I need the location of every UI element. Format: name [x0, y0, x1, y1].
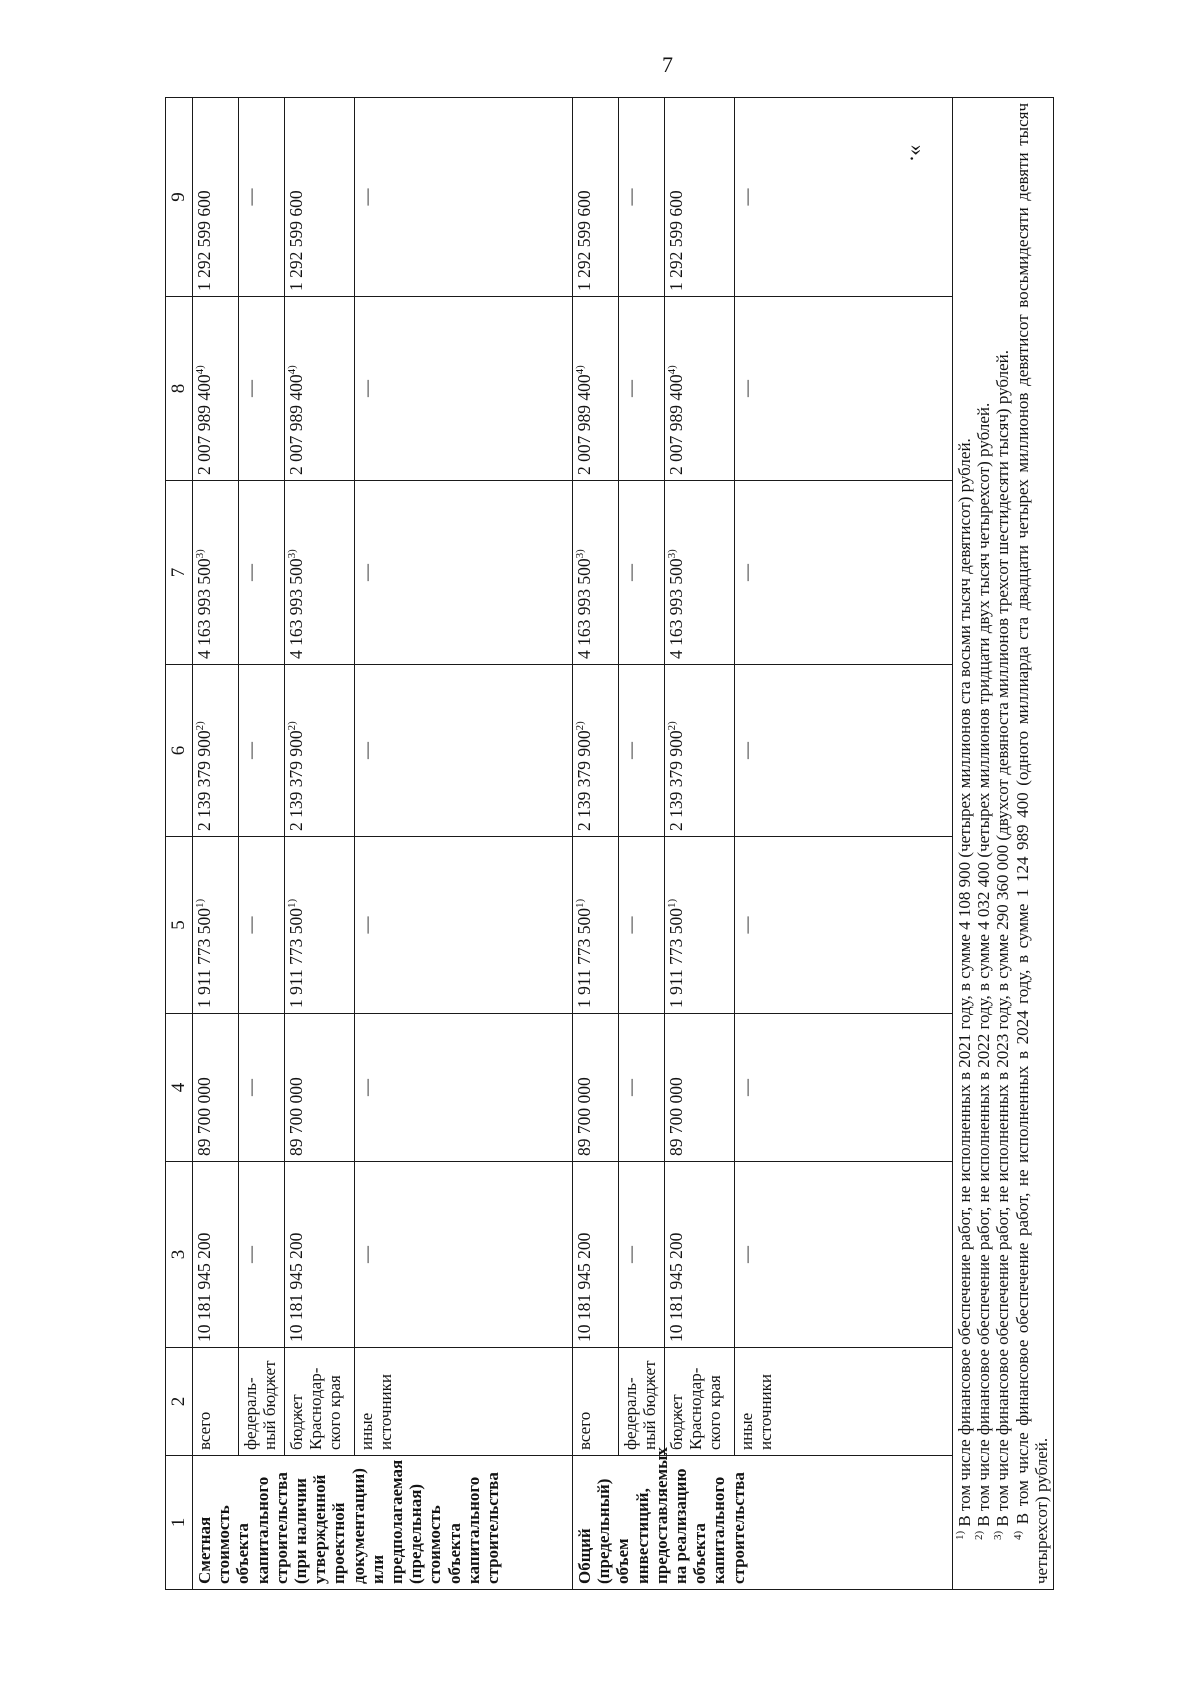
funding-source: всего: [573, 1348, 619, 1456]
footnote-ref: 2): [194, 721, 206, 731]
column-number-5: 5: [166, 837, 193, 1014]
empty-value-cell: [239, 481, 285, 665]
value-cell: [573, 837, 619, 1014]
value-cell: [193, 837, 239, 1014]
empty-value-cell: [239, 665, 285, 837]
cell-value: 1 911 773 500: [286, 908, 306, 1008]
empty-value-cell: [355, 665, 573, 837]
cell-value: —: [241, 1246, 260, 1263]
footnote-mark: 4): [1011, 1530, 1024, 1540]
empty-value-cell: [239, 1014, 285, 1162]
empty-value-cell: [355, 1162, 573, 1348]
empty-value-cell: [735, 481, 953, 665]
block-label: Сметная стоимость объекта капитального строительства (при наличии утвержденной проектной документации) или предполагаемая (предельная) стоимость объекта капитального строительства: [193, 1456, 573, 1590]
rotated-table-container: [165, 98, 1090, 1590]
footnote: [974, 103, 993, 1584]
value-cell: [573, 1162, 619, 1348]
value-cell: [665, 837, 735, 1014]
value-cell: [193, 297, 239, 481]
value-cell: [285, 665, 355, 837]
cell-value: —: [357, 916, 376, 934]
cell-value: 1 292 599 600: [194, 190, 214, 291]
footnote-ref: 3): [194, 549, 206, 559]
value-cell: [285, 1162, 355, 1348]
cell-value: 4 163 993 500: [574, 558, 594, 659]
column-number-7: 7: [166, 481, 193, 665]
cell-value: 1 911 773 500: [666, 908, 686, 1008]
cell-value: 1 292 599 600: [286, 190, 306, 291]
cell-value: 1 911 773 500: [574, 908, 594, 1008]
footnote-mark: 3): [992, 1530, 1005, 1540]
empty-value-cell: [735, 1014, 953, 1162]
value-cell: [193, 1162, 239, 1348]
rotated-table-frame: [165, 98, 1090, 1590]
cell-value: 10 181 945 200: [666, 1232, 686, 1342]
cell-value: 10 181 945 200: [194, 1232, 214, 1342]
cell-value: 2 139 379 900: [194, 730, 214, 831]
cell-value: 89 700 000: [194, 1077, 214, 1156]
funding-source: иные источники: [735, 1348, 953, 1456]
footnote-ref: 1): [574, 898, 586, 909]
cell-value: 4 163 993 500: [286, 558, 306, 659]
empty-value-cell: [735, 665, 953, 837]
value-cell: [665, 297, 735, 481]
closing-quote-text: ».: [905, 144, 930, 162]
table-row: [573, 98, 619, 1590]
value-cell: [193, 98, 239, 297]
footnote-ref: 4): [574, 365, 586, 375]
footnote-text: В том числе финансовое обеспечение работ, не исполненных в 2022 году, в сумме 4 032 400 (четырех миллионов тридцати двух тысяч четырехсот) рублей.: [974, 402, 994, 1527]
cell-value: —: [357, 1079, 376, 1096]
footnote: [1013, 103, 1051, 1584]
footnote-ref: 2): [666, 721, 678, 731]
footnote-ref: 4): [286, 365, 298, 375]
value-cell: [285, 837, 355, 1014]
footnote-text: В том числе финансовое обеспечение работ, не исполненных в 2024 году, в сумме 1 124 989 400 (одного миллиарда ста двадцати четырех миллионов девятисот восьмидесяти девяти тысяч четырехсот) рублей.: [1012, 102, 1051, 1584]
value-cell: [285, 1014, 355, 1162]
empty-value-cell: [619, 665, 665, 837]
empty-value-cell: [239, 297, 285, 481]
table-row: [285, 98, 355, 1590]
funding-source: федераль-ный бюджет: [619, 1348, 665, 1456]
cell-value: —: [241, 916, 260, 934]
cell-value: —: [241, 380, 260, 397]
empty-value-cell: [619, 481, 665, 665]
block-label: Общий (предельный) объем инвестиций, предоставляемых на реализацию объекта капитального строительства: [573, 1456, 953, 1590]
footnote-ref: 4): [194, 365, 206, 375]
empty-value-cell: [735, 1162, 953, 1348]
cell-value: 2 139 379 900: [574, 730, 594, 831]
cell-value: —: [357, 1246, 376, 1263]
empty-value-cell: [355, 98, 573, 297]
empty-value-cell: [619, 837, 665, 1014]
value-cell: [665, 481, 735, 665]
footnote-ref: 4): [666, 365, 678, 375]
table-row: [619, 98, 665, 1590]
cell-value: 89 700 000: [574, 1077, 594, 1156]
value-cell: [573, 297, 619, 481]
empty-value-cell: [239, 98, 285, 297]
empty-value-cell: [619, 1162, 665, 1348]
footnote-ref: 2): [286, 721, 298, 731]
table-row: [355, 98, 573, 1590]
column-number-1: 1: [166, 1456, 193, 1590]
value-cell: [573, 1014, 619, 1162]
cell-value: 10 181 945 200: [574, 1232, 594, 1342]
cell-value: —: [241, 188, 260, 206]
footnote-mark: 1): [954, 1530, 966, 1540]
column-number-3: 3: [166, 1162, 193, 1348]
column-number-row: [166, 98, 193, 1590]
empty-value-cell: [735, 837, 953, 1014]
value-cell: [573, 481, 619, 665]
funding-source: всего: [193, 1348, 239, 1456]
footnote-mark: 2): [973, 1530, 986, 1540]
cell-value: 1 292 599 600: [574, 190, 594, 291]
funding-source: бюджет Краснодар-ского края: [665, 1348, 735, 1456]
footnote: [993, 103, 1012, 1584]
footnote: [955, 103, 974, 1584]
cell-value: —: [621, 1246, 640, 1263]
value-cell: [285, 98, 355, 297]
cell-value: —: [737, 380, 756, 397]
empty-value-cell: [355, 1014, 573, 1162]
cell-value: —: [357, 380, 376, 397]
column-number-4: 4: [166, 1014, 193, 1162]
column-number-9: 9: [166, 98, 193, 297]
column-number-2: 2: [166, 1348, 193, 1456]
empty-value-cell: [619, 98, 665, 297]
value-cell: [665, 1162, 735, 1348]
cell-value: —: [241, 742, 260, 759]
footnote-text: В том числе финансовое обеспечение работ, не исполненных в 2023 году, в сумме 290 360 000 (двухсот девяноста миллионов трехсот шестидесяти тысяч) рублей.: [993, 350, 1013, 1527]
footnote-ref: 1): [666, 898, 678, 909]
cell-value: —: [621, 742, 640, 759]
footnote-ref: 3): [574, 549, 586, 559]
table-row: [665, 98, 735, 1590]
footnote-ref: 2): [574, 721, 586, 731]
cell-value: 1 911 773 500: [194, 908, 214, 1008]
cell-value: 2 007 989 400: [574, 374, 594, 475]
cell-value: 1 292 599 600: [666, 190, 686, 291]
cell-value: —: [241, 564, 260, 581]
cell-value: 10 181 945 200: [286, 1232, 306, 1342]
footnote-text: В том числе финансовое обеспечение работ, не исполненных в 2021 году, в сумме 4 108 900 (четырех миллионов ста восьми тысяч девятисот) рублей.: [955, 438, 974, 1527]
value-cell: [665, 1014, 735, 1162]
value-cell: [573, 98, 619, 297]
cell-value: 2 139 379 900: [286, 730, 306, 831]
cell-value: —: [737, 916, 756, 934]
empty-value-cell: [355, 481, 573, 665]
cell-value: —: [737, 1079, 756, 1096]
cell-value: —: [737, 1246, 756, 1263]
page-number: 7: [662, 52, 673, 77]
cell-value: 2 007 989 400: [666, 374, 686, 475]
cell-value: —: [621, 380, 640, 397]
cell-value: 2 007 989 400: [194, 374, 214, 475]
empty-value-cell: [239, 1162, 285, 1348]
table-row: [735, 98, 953, 1590]
funding-source: бюджет Краснодар-ского края: [285, 1348, 355, 1456]
empty-value-cell: [239, 837, 285, 1014]
value-cell: [285, 481, 355, 665]
cell-value: —: [357, 188, 376, 206]
cell-value: 89 700 000: [666, 1077, 686, 1156]
cell-value: 2 007 989 400: [286, 374, 306, 475]
closing-quote-mark: [902, 123, 932, 183]
cell-value: 4 163 993 500: [194, 558, 214, 659]
value-cell: [573, 665, 619, 837]
footnote-ref: 3): [666, 549, 678, 559]
column-number-6: 6: [166, 665, 193, 837]
empty-value-cell: [355, 297, 573, 481]
value-cell: [193, 665, 239, 837]
cell-value: —: [621, 564, 640, 581]
cell-value: 4 163 993 500: [666, 558, 686, 659]
empty-value-cell: [619, 297, 665, 481]
footnotes-cell: [953, 98, 1054, 1590]
cell-value: —: [737, 564, 756, 581]
value-cell: [665, 665, 735, 837]
cell-value: 2 139 379 900: [666, 730, 686, 831]
footnote-ref: 3): [286, 549, 298, 559]
cell-value: —: [737, 742, 756, 759]
cell-value: —: [621, 188, 640, 206]
cell-value: —: [241, 1079, 260, 1096]
empty-value-cell: [619, 1014, 665, 1162]
table-body: [166, 98, 1054, 1590]
value-cell: [285, 297, 355, 481]
empty-value-cell: [355, 837, 573, 1014]
cell-value: —: [621, 1079, 640, 1096]
cell-value: —: [357, 742, 376, 759]
investment-table: [165, 97, 1054, 1590]
funding-source: федераль-ный бюджет: [239, 1348, 285, 1456]
value-cell: [193, 1014, 239, 1162]
column-number-8: 8: [166, 297, 193, 481]
table-row: [193, 98, 239, 1590]
footnotes-row: [953, 98, 1054, 1590]
cell-value: —: [621, 916, 640, 934]
empty-value-cell: [735, 297, 953, 481]
table-row: [239, 98, 285, 1590]
cell-value: —: [737, 188, 756, 206]
cell-value: 89 700 000: [286, 1077, 306, 1156]
value-cell: [665, 98, 735, 297]
footnote-ref: 1): [286, 898, 298, 909]
cell-value: —: [357, 564, 376, 581]
value-cell: [193, 481, 239, 665]
footnote-ref: 1): [194, 898, 206, 909]
funding-source: иные источники: [355, 1348, 573, 1456]
